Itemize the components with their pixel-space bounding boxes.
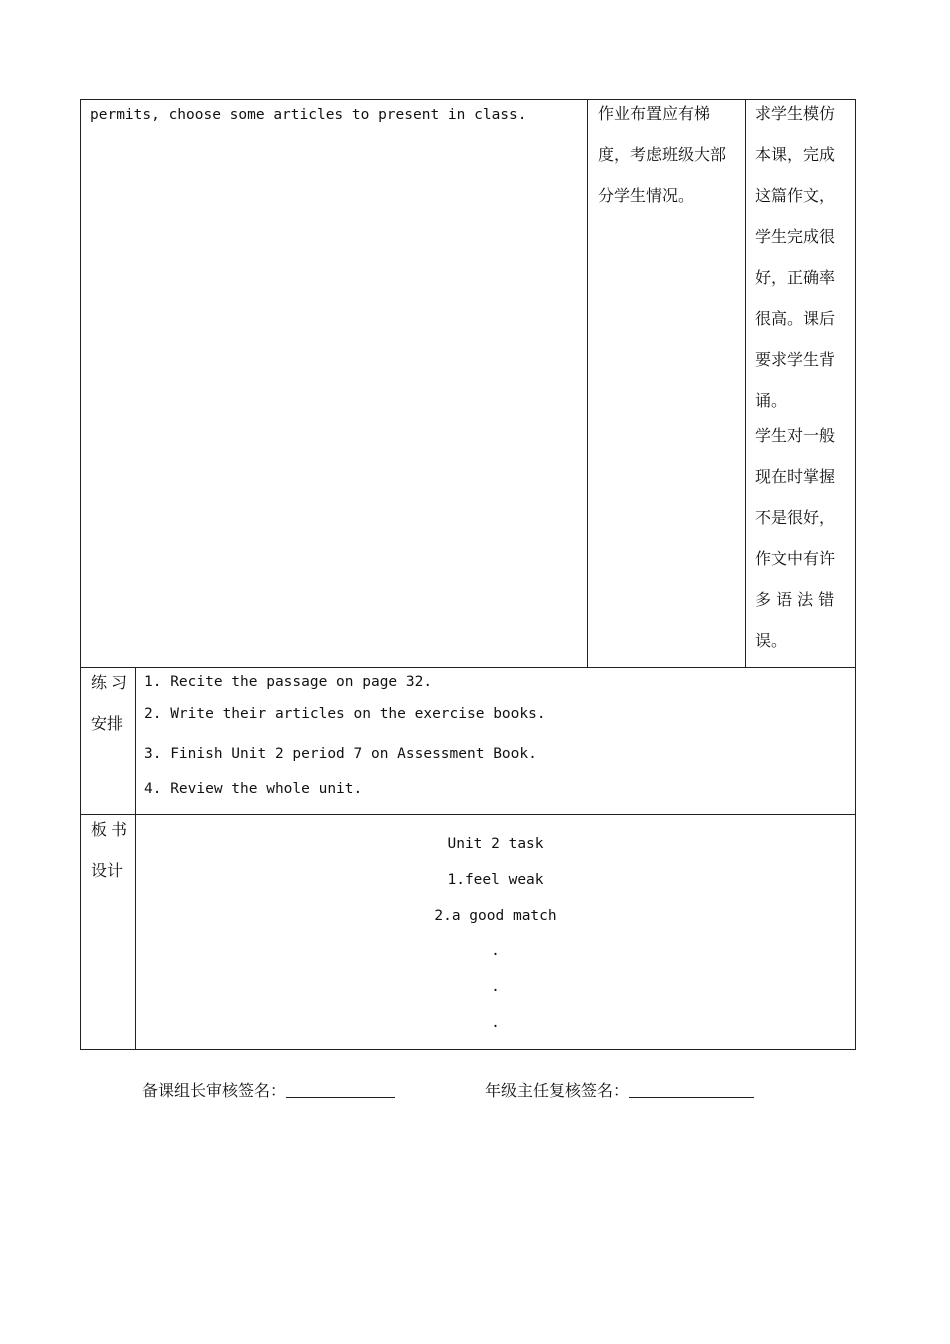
reflection-line: 学生对一般 — [755, 426, 836, 445]
practice-row — [80, 667, 856, 815]
reflection-line: 本课，完成 — [755, 145, 836, 164]
note-line: 作业布置应有梯 — [598, 104, 711, 123]
board-design-row — [80, 814, 856, 1050]
practice-label-cell — [81, 668, 136, 814]
activity-text: permits, choose some articles to present in class. — [90, 107, 527, 123]
homework-item: 1. Recite the passage on page 32. — [144, 674, 433, 690]
board-line: . — [491, 979, 500, 995]
group-leader-signature-label: 备课组长审核签名： — [142, 1081, 287, 1100]
reflection-line: 不是很好， — [755, 508, 836, 527]
reflection-line: 作文中有许 — [755, 549, 836, 568]
lesson-plan-table-top — [80, 99, 856, 668]
reflection-line: 要求学生背 — [755, 350, 836, 369]
board-line: . — [491, 1015, 500, 1031]
note-line: 分学生情况。 — [598, 186, 695, 205]
reflection-cell — [755, 100, 849, 668]
design-note-cell — [598, 100, 738, 223]
reflection-line: 误。 — [755, 631, 788, 650]
practice-label-line2: 安排 — [91, 714, 124, 733]
homework-item: 3. Finish Unit 2 period 7 on Assessment Book. — [144, 746, 537, 762]
reflection-line: 求学生模仿 — [755, 104, 836, 123]
reflection-line: 学生完成很 — [755, 227, 836, 246]
board-label-line1: 板 书 — [91, 820, 127, 839]
reflection-line: 多 语 法 错 — [755, 590, 835, 609]
board-label-cell — [81, 815, 136, 1049]
blackboard-content — [136, 815, 855, 1049]
column-divider — [745, 100, 746, 667]
note-line: 度，考虑班级大部 — [598, 145, 727, 164]
board-line: 1.feel weak — [447, 872, 544, 888]
homework-item: 2. Write their articles on the exercise books. — [144, 706, 546, 722]
reflection-line: 现在时掌握 — [755, 467, 836, 486]
group-leader-signature — [142, 1078, 395, 1101]
reflection-line: 这篇作文， — [755, 186, 836, 205]
signature-blank[interactable] — [629, 1079, 754, 1098]
reflection-line: 很高。课后 — [755, 309, 836, 328]
board-line: . — [491, 943, 500, 959]
grade-head-signature-label: 年级主任复核签名： — [485, 1081, 630, 1100]
reflection-line: 诵。 — [755, 391, 788, 410]
board-line: 2.a good match — [434, 908, 557, 924]
reflection-line: 好，正确率 — [755, 268, 836, 287]
practice-label-line1: 练 习 — [91, 673, 127, 692]
board-line: Unit 2 task — [447, 836, 544, 852]
board-label-line2: 设计 — [91, 861, 124, 880]
homework-item: 4. Review the whole unit. — [144, 781, 363, 797]
grade-head-signature — [485, 1078, 754, 1101]
signature-blank[interactable] — [286, 1079, 395, 1098]
activity-cell — [90, 105, 585, 125]
column-divider — [587, 100, 588, 667]
